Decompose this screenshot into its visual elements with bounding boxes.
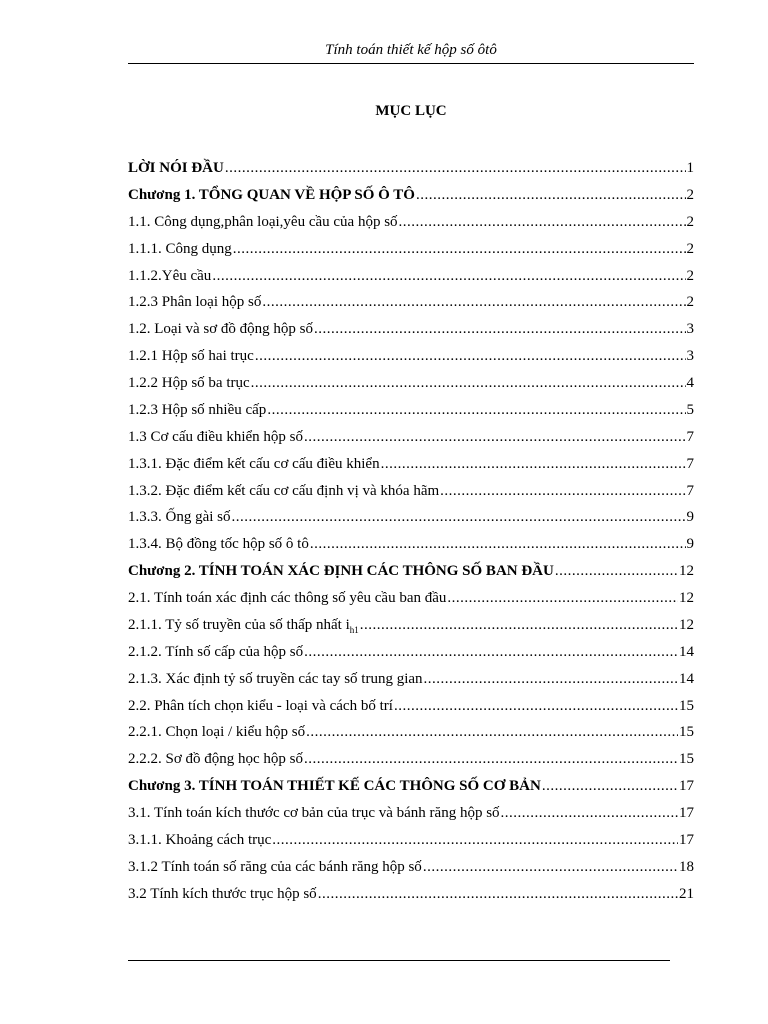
toc-entry-page-number: 17 bbox=[679, 805, 694, 821]
toc-entry-label-text: 3.1.2 Tính toán số răng của các bánh răng hộp số bbox=[128, 858, 422, 875]
toc-entry-label-text: 1.3.2. Đặc điểm kết cấu cơ cấu định vị và khóa hãm bbox=[128, 482, 440, 499]
toc-dot-leader bbox=[314, 316, 685, 343]
toc-entry-page-number: 12 bbox=[679, 563, 694, 580]
toc-entry-page-number: 2 bbox=[686, 294, 694, 311]
toc-entry[interactable] bbox=[128, 746, 694, 773]
toc-entry[interactable] bbox=[128, 612, 694, 639]
toc-entry-label-text: Chương 3. TÍNH TOÁN THIẾT KẾ CÁC THÔNG SỐ CƠ BẢN bbox=[128, 778, 541, 795]
toc-dot-leader bbox=[555, 558, 678, 585]
toc-entry-label bbox=[128, 424, 303, 451]
toc-entry[interactable] bbox=[128, 263, 694, 290]
toc-entry-label bbox=[128, 773, 541, 800]
toc-entry-label bbox=[128, 693, 393, 720]
toc-dot-leader bbox=[416, 182, 686, 209]
toc-entry-label bbox=[128, 182, 415, 209]
toc-entry-label-text: Chương 2. TÍNH TOÁN XÁC ĐỊNH CÁC THÔNG SỐ BAN ĐẦU bbox=[128, 563, 554, 580]
toc-entry-label bbox=[128, 451, 380, 478]
toc-entry-subscript: h1 bbox=[349, 624, 359, 635]
toc-dot-leader bbox=[304, 424, 686, 451]
toc-entry[interactable] bbox=[128, 289, 694, 316]
toc-entry[interactable] bbox=[128, 155, 694, 182]
toc-entry-page-number: 17 bbox=[679, 778, 694, 795]
toc-dot-leader bbox=[255, 343, 686, 370]
toc-entry[interactable] bbox=[128, 800, 694, 827]
toc-entry-page-number: 4 bbox=[686, 375, 694, 391]
toc-entry[interactable] bbox=[128, 451, 694, 478]
toc-dot-leader bbox=[381, 451, 686, 478]
toc-entry-label bbox=[128, 639, 303, 666]
toc-dot-leader bbox=[232, 504, 686, 531]
toc-dot-leader bbox=[304, 639, 678, 666]
toc-entry-page-number: 1 bbox=[686, 160, 694, 176]
toc-entry-label bbox=[128, 343, 254, 370]
toc-entry-page-number: 7 bbox=[686, 482, 694, 499]
toc-entry[interactable] bbox=[128, 558, 694, 585]
toc-dot-leader bbox=[423, 854, 678, 881]
toc-entry[interactable] bbox=[128, 182, 694, 209]
toc-dot-leader bbox=[310, 531, 686, 558]
toc-dot-leader bbox=[360, 612, 678, 639]
toc-dot-leader bbox=[212, 263, 685, 290]
toc-entry-page-number: 2 bbox=[686, 213, 694, 230]
toc-entry-label bbox=[128, 746, 303, 773]
toc-entry-label-text: 2.2. Phân tích chọn kiểu - loại và cách bố trí bbox=[128, 697, 393, 714]
toc-entry-label bbox=[128, 263, 211, 290]
toc-entry-label-text: Chương 1. TỔNG QUAN VỀ HỘP SỐ Ô TÔ bbox=[128, 186, 415, 203]
toc-entry[interactable] bbox=[128, 478, 694, 505]
toc-entry-label bbox=[128, 209, 398, 236]
toc-entry[interactable] bbox=[128, 881, 694, 908]
toc-dot-leader bbox=[318, 881, 678, 908]
toc-entry-page-number: 15 bbox=[679, 697, 694, 714]
toc-entry-page-number: 12 bbox=[679, 616, 694, 633]
toc-entry-label-text: 1.1.1. Công dụng bbox=[128, 240, 232, 257]
toc-dot-leader bbox=[399, 209, 686, 236]
toc-entry-label-text: LỜI NÓI ĐẦU bbox=[128, 160, 224, 176]
toc-entry-label bbox=[128, 719, 305, 746]
toc-dot-leader bbox=[225, 155, 686, 182]
toc-entry[interactable] bbox=[128, 316, 694, 343]
toc-entry-label-text: 2.1.2. Tính số cấp của hộp số bbox=[128, 643, 304, 660]
toc-dot-leader bbox=[424, 666, 678, 693]
toc-entry-page-number: 15 bbox=[679, 724, 694, 741]
toc-entry[interactable] bbox=[128, 531, 694, 558]
toc-entry-page-number: 18 bbox=[679, 858, 694, 875]
toc-entry-page-number: 7 bbox=[686, 455, 694, 472]
toc-entry-label-text: 1.3.4. Bộ đồng tốc hộp số ô tô bbox=[128, 536, 309, 553]
toc-entry-page-number: 2 bbox=[686, 240, 694, 257]
toc-dot-leader bbox=[267, 397, 685, 424]
toc-entry-page-number: 15 bbox=[679, 751, 694, 768]
toc-dot-leader bbox=[262, 289, 685, 316]
toc-entry-page-number: 14 bbox=[679, 643, 694, 660]
running-header: Tính toán thiết kế hộp số ôtô bbox=[325, 42, 497, 58]
toc-entry-label bbox=[128, 397, 266, 424]
toc-entry-label-text: 1.1. Công dụng,phân loại,yêu cầu của hộp số bbox=[128, 213, 398, 230]
toc-entry[interactable] bbox=[128, 719, 694, 746]
toc-dot-leader bbox=[306, 719, 678, 746]
toc-entry-label-text: 2.2.1. Chọn loại / kiểu hộp số bbox=[128, 724, 306, 741]
toc-entry-page-number: 3 bbox=[686, 348, 694, 365]
toc-entry-page-number: 5 bbox=[686, 401, 694, 418]
toc-entry-label-text: 1.2.2 Hộp số ba trục bbox=[128, 375, 250, 391]
toc-entry-page-number: 12 bbox=[679, 590, 694, 606]
toc-entry-label bbox=[128, 236, 232, 263]
toc-entry-page-number: 7 bbox=[686, 428, 694, 445]
footer-divider bbox=[128, 960, 670, 961]
header-divider bbox=[128, 63, 694, 64]
toc-entry-label-text: 2.1.3. Xác định tỷ số truyền các tay số trung gian bbox=[128, 670, 423, 687]
toc-dot-leader bbox=[501, 800, 678, 827]
toc-entry-label-text: 3.1.1. Khoảng cách trục bbox=[128, 831, 272, 848]
toc-entry[interactable] bbox=[128, 424, 694, 451]
toc-entry[interactable] bbox=[128, 666, 694, 693]
toc-entry[interactable] bbox=[128, 854, 694, 881]
toc-entry-label-text: 1.2.1 Hộp số hai trục bbox=[128, 348, 254, 365]
toc-entry[interactable] bbox=[128, 693, 694, 720]
toc-dot-leader bbox=[272, 827, 678, 854]
toc-entry[interactable] bbox=[128, 236, 694, 263]
toc-entry-label bbox=[128, 800, 500, 827]
toc-entry-label-text: 2.2.2. Sơ đồ động học hộp số bbox=[128, 751, 304, 768]
toc-entry[interactable] bbox=[128, 639, 694, 666]
toc-entry-label bbox=[128, 316, 313, 343]
toc-entry-page-number: 9 bbox=[686, 509, 694, 526]
toc-entry-page-number: 21 bbox=[679, 885, 694, 902]
toc-entry-label bbox=[128, 370, 250, 397]
toc-entry[interactable] bbox=[128, 209, 694, 236]
toc-heading: MỤC LỤC bbox=[375, 103, 447, 119]
toc-entry-page-number: 2 bbox=[686, 186, 694, 203]
toc-entry-page-number: 2 bbox=[686, 267, 694, 284]
toc-entry[interactable] bbox=[128, 827, 694, 854]
toc-entry-label-text: 2.1. Tính toán xác định các thông số yêu cầu ban đầu bbox=[128, 590, 447, 606]
toc-entry-page-number: 9 bbox=[686, 536, 694, 553]
toc-entry-label-text: 2.1.1. Tỷ số truyền của số thấp nhất i bbox=[128, 616, 350, 633]
toc-entry-page-number: 3 bbox=[686, 321, 694, 338]
toc-dot-leader bbox=[233, 236, 686, 263]
toc-entry-label bbox=[128, 478, 439, 505]
toc-entry[interactable] bbox=[128, 370, 694, 397]
toc-entry-label bbox=[128, 155, 224, 182]
toc-entry-label-text: 1.3 Cơ cấu điều khiển hộp số bbox=[128, 428, 303, 445]
toc-entry-label bbox=[128, 531, 309, 558]
toc-entry-label bbox=[128, 854, 422, 881]
toc-entry-label bbox=[128, 881, 317, 908]
toc-dot-leader bbox=[542, 773, 678, 800]
toc-entry-label bbox=[128, 666, 423, 693]
toc-entry[interactable] bbox=[128, 773, 694, 800]
toc-entry-label bbox=[128, 504, 231, 531]
toc-entry-page-number: 14 bbox=[679, 670, 694, 687]
toc-entry-label-text: 1.3.3. Ống gài số bbox=[128, 509, 231, 526]
toc-entry-label bbox=[128, 558, 554, 585]
toc-entry[interactable] bbox=[128, 504, 694, 531]
toc-dot-leader bbox=[251, 370, 686, 397]
toc-entry-label bbox=[128, 289, 261, 316]
toc-entry-label-text: 1.2.3 Phân loại hộp số bbox=[128, 294, 262, 311]
table-of-contents bbox=[128, 155, 694, 908]
toc-entry-label-text: 1.2. Loại và sơ đồ động hộp số bbox=[128, 321, 314, 338]
toc-dot-leader bbox=[447, 585, 678, 612]
toc-entry-label-text: 1.2.3 Hộp số nhiều cấp bbox=[128, 401, 267, 418]
toc-entry-label-text: 3.1. Tính toán kích thước cơ bản của trục và bánh răng hộp số bbox=[128, 805, 500, 821]
toc-entry[interactable] bbox=[128, 397, 694, 424]
toc-dot-leader bbox=[394, 693, 678, 720]
toc-dot-leader bbox=[440, 478, 685, 505]
toc-entry[interactable] bbox=[128, 343, 694, 370]
toc-entry-label bbox=[128, 827, 271, 854]
toc-entry-label-text: 1.1.2.Yêu cầu bbox=[128, 267, 212, 284]
toc-dot-leader bbox=[304, 746, 678, 773]
toc-entry-label-text: 1.3.1. Đặc điểm kết cấu cơ cấu điều khiển bbox=[128, 455, 380, 472]
toc-entry[interactable] bbox=[128, 585, 694, 612]
toc-entry-label-text: 3.2 Tính kích thước trục hộp số bbox=[128, 885, 317, 902]
toc-entry-page-number: 17 bbox=[679, 831, 694, 848]
toc-entry-label bbox=[128, 585, 446, 612]
